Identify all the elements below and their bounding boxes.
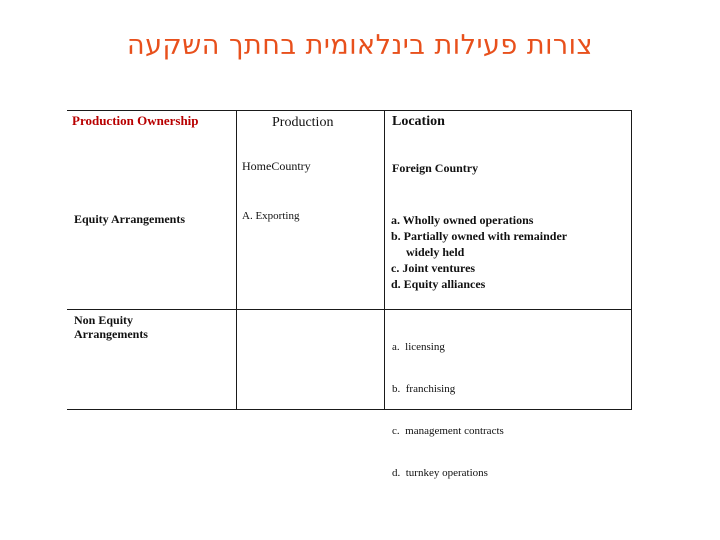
equity-row-divider xyxy=(67,309,632,310)
subheader-home-country: HomeCountry xyxy=(242,159,311,173)
subheader-foreign-country: Foreign Country xyxy=(392,161,479,175)
header-production: Production xyxy=(272,115,334,130)
list-item: b. franchising xyxy=(392,383,456,395)
list-item: a. Wholly owned operations xyxy=(391,213,534,227)
column-divider-1 xyxy=(236,110,237,410)
table-right-border xyxy=(631,110,632,410)
list-item: c. management contracts xyxy=(392,425,504,437)
header-location: Location xyxy=(392,114,445,129)
list-item: a. licensing xyxy=(392,341,445,353)
list-item: c. Joint ventures xyxy=(391,261,476,275)
non-equity-foreign-list xyxy=(392,312,504,508)
header-production-ownership: Production Ownership xyxy=(72,113,199,128)
table-top-border xyxy=(67,110,632,111)
row-label-line: Non Equity xyxy=(74,313,134,327)
list-item: b. Partially owned with remainder xyxy=(391,229,568,243)
list-item: widely held xyxy=(391,245,465,259)
row-label-line: Arrangements xyxy=(74,327,148,342)
row-label-equity-arrangements: Equity Arrangements xyxy=(74,212,185,226)
equity-foreign-list xyxy=(391,212,567,292)
slide-title: צורות פעילות בינלאומית בחתך השקעה xyxy=(126,30,594,61)
row-label-non-equity-arrangements xyxy=(74,313,148,342)
equity-home-exporting: A. Exporting xyxy=(242,210,300,222)
table-bottom-border xyxy=(67,409,632,410)
list-item: d. turnkey operations xyxy=(392,467,488,479)
column-divider-2 xyxy=(384,110,385,410)
list-item: d. Equity alliances xyxy=(391,277,486,291)
